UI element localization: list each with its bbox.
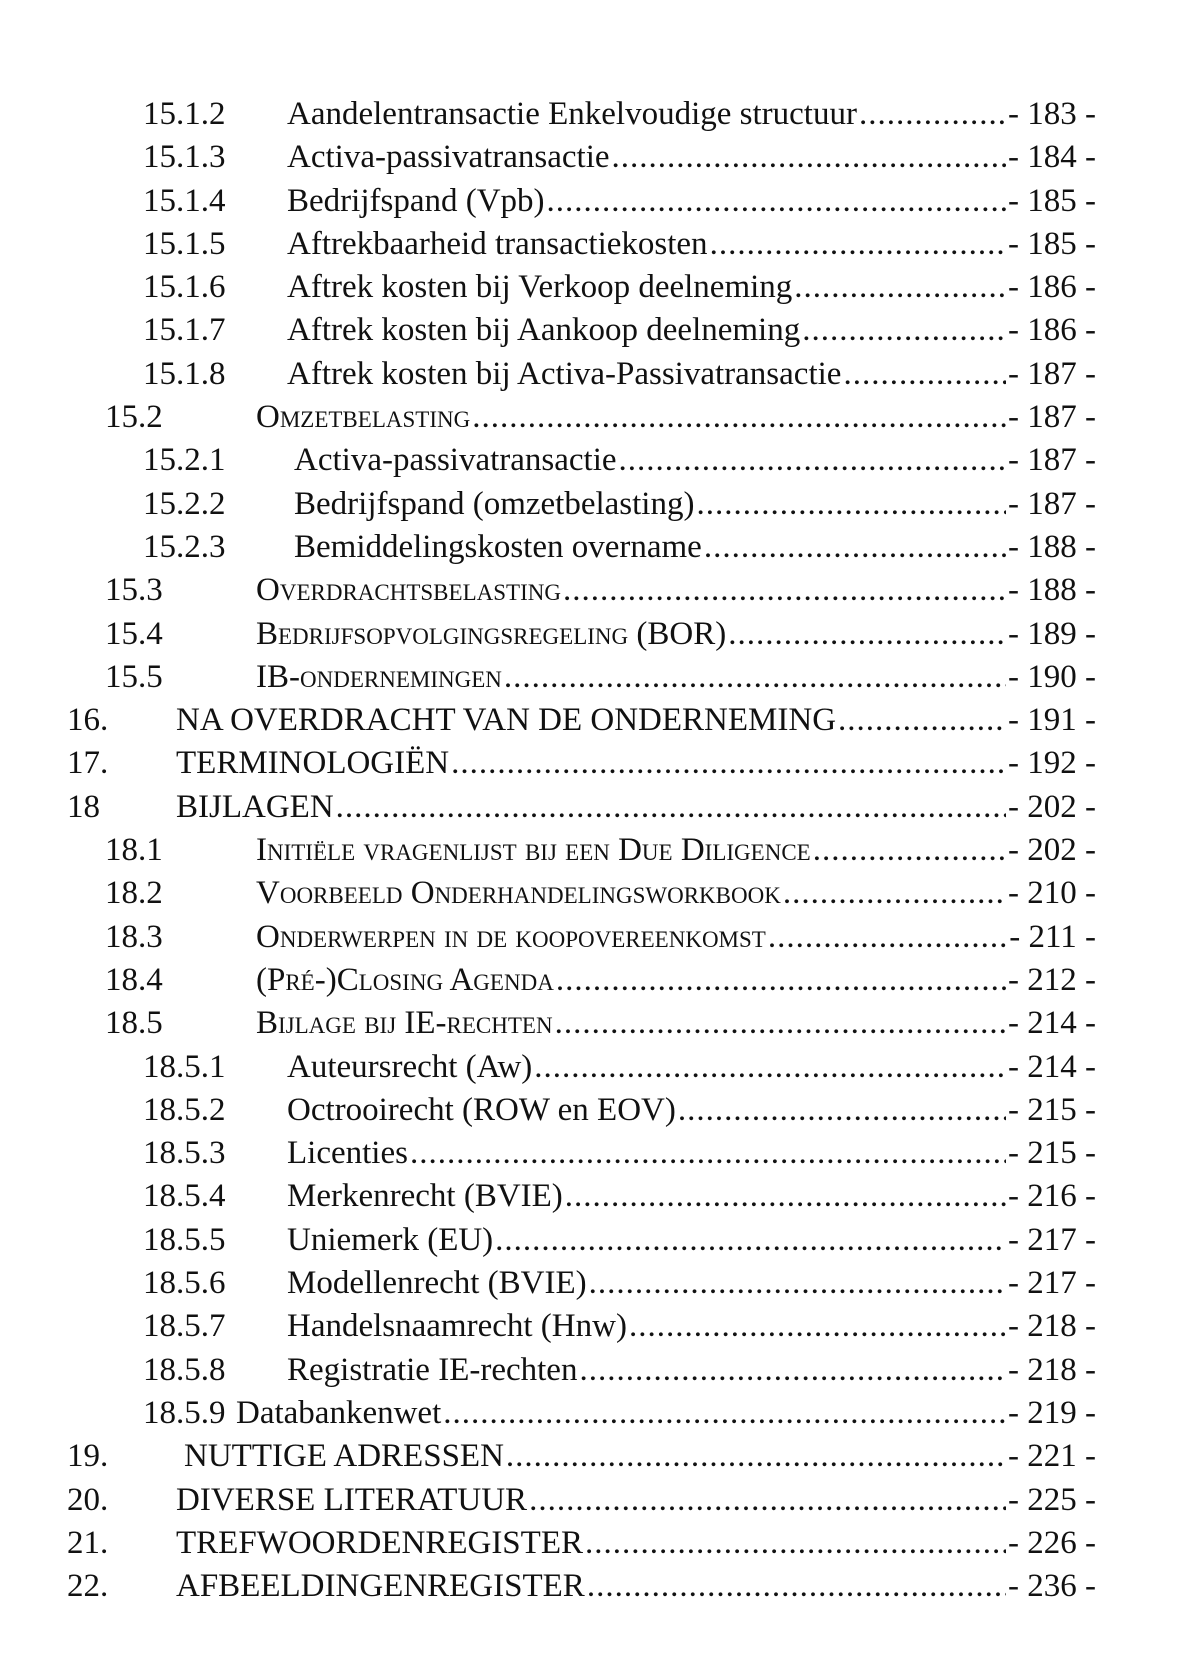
toc-leader-dots bbox=[612, 136, 1006, 179]
toc-entry bbox=[184, 1435, 1006, 1478]
toc-row[interactable] bbox=[0, 1175, 1202, 1218]
toc-number: 18.4 bbox=[105, 961, 163, 998]
toc-row[interactable] bbox=[0, 1219, 1202, 1262]
toc-page-number: - 226 - bbox=[1008, 1524, 1096, 1561]
toc-title[interactable]: Activa-passivatransactie bbox=[294, 439, 619, 482]
toc-row[interactable] bbox=[0, 396, 1202, 439]
toc-entry bbox=[176, 742, 1006, 785]
toc-entry bbox=[256, 916, 1007, 959]
toc-page-number: - 185 - bbox=[1008, 225, 1096, 262]
toc-title[interactable]: Aftrek kosten bij Aankoop deelneming bbox=[287, 309, 802, 352]
toc-row[interactable] bbox=[0, 569, 1202, 612]
toc-page-number: - 214 - bbox=[1008, 1005, 1096, 1042]
toc-page-number: - 187 - bbox=[1008, 399, 1096, 436]
toc-row[interactable] bbox=[0, 136, 1202, 179]
toc-page-number: - 190 - bbox=[1008, 658, 1096, 695]
toc-page-number: - 216 - bbox=[1008, 1178, 1096, 1215]
toc-leader-dots bbox=[704, 526, 1006, 569]
toc-title[interactable]: Overdrachtsbelasting bbox=[256, 569, 563, 612]
toc-leader-dots bbox=[451, 742, 1006, 785]
toc-number: 15.2.3 bbox=[143, 528, 226, 565]
toc-title[interactable]: Databankenwet bbox=[236, 1392, 443, 1435]
toc-entry bbox=[256, 829, 1006, 872]
toc-page-number: - 217 - bbox=[1008, 1265, 1096, 1302]
toc-title[interactable]: Aftrek kosten bij Verkoop deelneming bbox=[287, 266, 794, 309]
toc-entry bbox=[176, 1565, 1006, 1608]
toc-row[interactable] bbox=[0, 1522, 1202, 1565]
toc-title[interactable]: Onderwerpen in de koopovereenkomst bbox=[256, 916, 768, 959]
toc-row[interactable] bbox=[0, 180, 1202, 223]
toc-leader-dots bbox=[579, 1349, 1006, 1392]
toc-row[interactable] bbox=[0, 483, 1202, 526]
toc-row[interactable] bbox=[0, 1132, 1202, 1175]
toc-title[interactable]: Aftrek kosten bij Activa-Passivatransactie bbox=[287, 353, 843, 396]
toc-page-number: - 186 - bbox=[1008, 312, 1096, 349]
toc-page-number: - 219 - bbox=[1008, 1394, 1096, 1431]
toc-entry bbox=[287, 1349, 1006, 1392]
toc-number: 18.5.4 bbox=[143, 1178, 226, 1215]
toc-page-number: - 215 - bbox=[1008, 1091, 1096, 1128]
toc-leader-dots bbox=[838, 699, 1006, 742]
toc-entry bbox=[256, 872, 1006, 915]
toc-row[interactable] bbox=[0, 613, 1202, 656]
toc-entry bbox=[236, 1392, 1006, 1435]
toc-number: 15.1.2 bbox=[143, 96, 226, 132]
toc-row[interactable] bbox=[0, 1435, 1202, 1478]
toc-row[interactable] bbox=[0, 959, 1202, 1002]
toc-leader-dots bbox=[565, 1175, 1006, 1218]
toc-row[interactable] bbox=[0, 526, 1202, 569]
toc-leader-dots bbox=[443, 1392, 1006, 1435]
toc-entry bbox=[287, 136, 1006, 179]
toc-number: 18.5.1 bbox=[143, 1048, 226, 1085]
toc-leader-dots bbox=[534, 1046, 1006, 1089]
toc-number: 20. bbox=[67, 1481, 109, 1518]
toc-leader-dots bbox=[410, 1132, 1006, 1175]
toc-entry bbox=[287, 309, 1006, 352]
toc-entry bbox=[287, 93, 1006, 136]
table-of-contents bbox=[0, 93, 1202, 1608]
toc-number: 15.1.8 bbox=[143, 355, 226, 392]
toc-row[interactable] bbox=[0, 1262, 1202, 1305]
toc-number: 15.1.5 bbox=[143, 225, 226, 262]
toc-leader-dots bbox=[678, 1089, 1006, 1132]
toc-page-number: - 225 - bbox=[1008, 1481, 1096, 1518]
toc-number: 15.1.6 bbox=[143, 269, 226, 306]
toc-row[interactable] bbox=[0, 309, 1202, 352]
toc-leader-dots bbox=[728, 613, 1006, 656]
toc-number: 16. bbox=[67, 702, 109, 739]
toc-leader-dots bbox=[555, 1002, 1006, 1045]
toc-title[interactable]: Voorbeeld Onderhandelingsworkbook bbox=[256, 872, 783, 915]
toc-title[interactable]: IB-ondernemingen bbox=[256, 656, 504, 699]
toc-row[interactable] bbox=[0, 829, 1202, 872]
toc-row[interactable] bbox=[0, 1349, 1202, 1392]
toc-title[interactable]: Bijlage bij IE-rechten bbox=[256, 1002, 555, 1045]
toc-title[interactable]: Aftrekbaarheid transactiekosten bbox=[287, 223, 710, 266]
toc-entry bbox=[287, 180, 1006, 223]
toc-row[interactable] bbox=[0, 656, 1202, 699]
toc-row[interactable] bbox=[0, 786, 1202, 829]
toc-row[interactable] bbox=[0, 1305, 1202, 1348]
toc-title[interactable]: Uniemerk (EU) bbox=[287, 1219, 495, 1262]
toc-entry bbox=[176, 786, 1006, 829]
toc-page-number: - 183 - bbox=[1008, 96, 1096, 132]
toc-leader-dots bbox=[529, 1479, 1006, 1522]
toc-title[interactable]: Bedrijfspand (Vpb) bbox=[287, 180, 547, 223]
toc-page-number: - 210 - bbox=[1008, 875, 1096, 912]
toc-number: 18.5.5 bbox=[143, 1221, 226, 1258]
toc-entry bbox=[287, 1219, 1006, 1262]
toc-title[interactable]: Octrooirecht (ROW en EOV) bbox=[287, 1089, 678, 1132]
toc-entry bbox=[287, 1305, 1006, 1348]
toc-page-number: - 212 - bbox=[1008, 961, 1096, 998]
toc-leader-dots bbox=[802, 309, 1006, 352]
toc-page-number: - 218 - bbox=[1008, 1351, 1096, 1388]
toc-row[interactable] bbox=[0, 439, 1202, 482]
toc-page-number: - 189 - bbox=[1008, 615, 1096, 652]
toc-number: 21. bbox=[67, 1524, 109, 1561]
toc-row[interactable] bbox=[0, 266, 1202, 309]
toc-title[interactable]: AFBEELDINGENREGISTER bbox=[176, 1565, 587, 1608]
toc-leader-dots bbox=[768, 916, 1007, 959]
toc-leader-dots bbox=[587, 1565, 1006, 1608]
toc-page-number: - 202 - bbox=[1008, 788, 1096, 825]
toc-entry bbox=[256, 1002, 1006, 1045]
toc-number: 15.1.7 bbox=[143, 312, 226, 349]
toc-leader-dots bbox=[563, 569, 1006, 612]
toc-row[interactable] bbox=[0, 1089, 1202, 1132]
toc-leader-dots bbox=[629, 1305, 1006, 1348]
toc-number: 19. bbox=[67, 1438, 109, 1475]
toc-title[interactable]: Auteursrecht (Aw) bbox=[287, 1046, 534, 1089]
toc-leader-dots bbox=[619, 439, 1006, 482]
toc-leader-dots bbox=[859, 93, 1006, 136]
toc-number: 18.2 bbox=[105, 875, 163, 912]
toc-page-number: - 218 - bbox=[1008, 1308, 1096, 1345]
toc-title[interactable]: Bemiddelingskosten overname bbox=[294, 526, 704, 569]
toc-page-number: - 191 - bbox=[1008, 702, 1096, 739]
toc-page-number: - 214 - bbox=[1008, 1048, 1096, 1085]
toc-number: 15.1.3 bbox=[143, 139, 226, 176]
toc-entry bbox=[287, 353, 1006, 396]
toc-page-number: - 187 - bbox=[1008, 442, 1096, 479]
toc-page-number: - 221 - bbox=[1008, 1438, 1096, 1475]
toc-entry bbox=[287, 1089, 1006, 1132]
toc-page-number: - 187 - bbox=[1008, 485, 1096, 522]
toc-title[interactable]: Merkenrecht (BVIE) bbox=[287, 1175, 565, 1218]
toc-entry bbox=[287, 1175, 1006, 1218]
toc-row[interactable] bbox=[0, 223, 1202, 266]
toc-leader-dots bbox=[504, 656, 1006, 699]
toc-number: 15.3 bbox=[105, 572, 163, 609]
toc-entry bbox=[287, 1132, 1006, 1175]
toc-entry bbox=[256, 656, 1006, 699]
toc-leader-dots bbox=[495, 1219, 1006, 1262]
toc-entry bbox=[287, 1046, 1006, 1089]
toc-title[interactable]: Handelsnaamrecht (Hnw) bbox=[287, 1305, 629, 1348]
toc-entry bbox=[287, 223, 1006, 266]
toc-number: 18.5.8 bbox=[143, 1351, 226, 1388]
toc-number: 18.5.3 bbox=[143, 1135, 226, 1172]
toc-number: 18.5.2 bbox=[143, 1091, 226, 1128]
toc-title[interactable]: Aandelentransactie Enkelvoudige structuur bbox=[287, 93, 859, 136]
toc-entry bbox=[176, 699, 1006, 742]
toc-entry bbox=[256, 396, 1006, 439]
toc-entry bbox=[294, 439, 1006, 482]
toc-entry bbox=[256, 569, 1006, 612]
toc-page-number: - 192 - bbox=[1008, 745, 1096, 782]
toc-page-number: - 202 - bbox=[1008, 832, 1096, 869]
toc-leader-dots bbox=[506, 1435, 1006, 1478]
toc-number: 18.1 bbox=[105, 832, 163, 869]
toc-row[interactable] bbox=[0, 1002, 1202, 1045]
toc-leader-dots bbox=[556, 959, 1006, 1002]
toc-page-number: - 184 - bbox=[1008, 139, 1096, 176]
toc-title[interactable]: DIVERSE LITERATUUR bbox=[176, 1479, 529, 1522]
toc-row[interactable] bbox=[0, 872, 1202, 915]
toc-leader-dots bbox=[813, 829, 1006, 872]
toc-title[interactable]: TERMINOLOGIËN bbox=[176, 742, 451, 785]
toc-number: 15.2.2 bbox=[143, 485, 226, 522]
toc-number: 18.5 bbox=[105, 1005, 163, 1042]
toc-number: 15.1.4 bbox=[143, 182, 226, 219]
toc-number: 18.5.7 bbox=[143, 1308, 226, 1345]
toc-leader-dots bbox=[710, 223, 1006, 266]
toc-number: 15.2 bbox=[105, 399, 163, 436]
toc-entry bbox=[256, 959, 1006, 1002]
toc-page-number: - 188 - bbox=[1008, 572, 1096, 609]
toc-leader-dots bbox=[696, 483, 1006, 526]
toc-number: 15.4 bbox=[105, 615, 163, 652]
toc-page-number: - 185 - bbox=[1008, 182, 1096, 219]
toc-title[interactable]: Licenties bbox=[287, 1132, 410, 1175]
toc-title[interactable]: NUTTIGE ADRESSEN bbox=[184, 1435, 506, 1478]
toc-number: 18.5.6 bbox=[143, 1265, 226, 1302]
toc-entry bbox=[287, 1262, 1006, 1305]
toc-title[interactable]: (Pré-)Closing Agenda bbox=[256, 959, 556, 1002]
toc-row[interactable] bbox=[0, 353, 1202, 396]
toc-row[interactable] bbox=[0, 699, 1202, 742]
toc-number: 15.2.1 bbox=[143, 442, 226, 479]
toc-page-number: - 217 - bbox=[1008, 1221, 1096, 1258]
toc-title[interactable]: Registratie IE-rechten bbox=[287, 1349, 579, 1392]
toc-page-number: - 211 - bbox=[1009, 918, 1096, 955]
toc-title[interactable]: BIJLAGEN bbox=[176, 786, 336, 829]
toc-number: 18.3 bbox=[105, 918, 163, 955]
toc-row[interactable] bbox=[0, 1392, 1202, 1435]
toc-leader-dots bbox=[843, 353, 1006, 396]
toc-entry bbox=[287, 266, 1006, 309]
toc-row[interactable] bbox=[0, 742, 1202, 785]
toc-title[interactable]: Initiële vragenlijst bij een Due Diligence bbox=[256, 829, 813, 872]
toc-entry bbox=[256, 613, 1006, 656]
toc-entry bbox=[176, 1522, 1006, 1565]
toc-row[interactable] bbox=[0, 1046, 1202, 1089]
toc-page-number: - 215 - bbox=[1008, 1135, 1096, 1172]
toc-row[interactable] bbox=[0, 1565, 1202, 1608]
toc-entry bbox=[294, 483, 1006, 526]
toc-title[interactable]: Bedrijfspand (omzetbelasting) bbox=[294, 483, 696, 526]
toc-page-number: - 187 - bbox=[1008, 355, 1096, 392]
toc-leader-dots bbox=[794, 266, 1006, 309]
toc-title[interactable]: TREFWOORDENREGISTER bbox=[176, 1522, 585, 1565]
toc-title[interactable]: Modellenrecht (BVIE) bbox=[287, 1262, 589, 1305]
toc-number: 17. bbox=[67, 745, 109, 782]
toc-leader-dots bbox=[547, 180, 1006, 223]
toc-row[interactable] bbox=[0, 93, 1202, 136]
toc-number: 18 bbox=[67, 788, 100, 825]
toc-title[interactable]: NA OVERDRACHT VAN DE ONDERNEMING bbox=[176, 699, 838, 742]
toc-page-number: - 236 - bbox=[1008, 1568, 1096, 1605]
toc-entry bbox=[294, 526, 1006, 569]
toc-leader-dots bbox=[783, 872, 1006, 915]
toc-page-number: - 188 - bbox=[1008, 528, 1096, 565]
toc-page-number: - 186 - bbox=[1008, 269, 1096, 306]
toc-row[interactable] bbox=[0, 916, 1202, 959]
toc-number: 18.5.9 bbox=[143, 1394, 226, 1431]
toc-number: 15.5 bbox=[105, 658, 163, 695]
toc-title[interactable]: Bedrijfsopvolgingsregeling (BOR) bbox=[256, 613, 728, 656]
toc-leader-dots bbox=[336, 786, 1006, 829]
toc-leader-dots bbox=[589, 1262, 1006, 1305]
toc-title[interactable]: Omzetbelasting bbox=[256, 396, 472, 439]
toc-leader-dots bbox=[585, 1522, 1006, 1565]
toc-row[interactable] bbox=[0, 1479, 1202, 1522]
toc-entry bbox=[176, 1479, 1006, 1522]
toc-number: 22. bbox=[67, 1568, 109, 1605]
toc-title[interactable]: Activa-passivatransactie bbox=[287, 136, 612, 179]
toc-leader-dots bbox=[472, 396, 1006, 439]
